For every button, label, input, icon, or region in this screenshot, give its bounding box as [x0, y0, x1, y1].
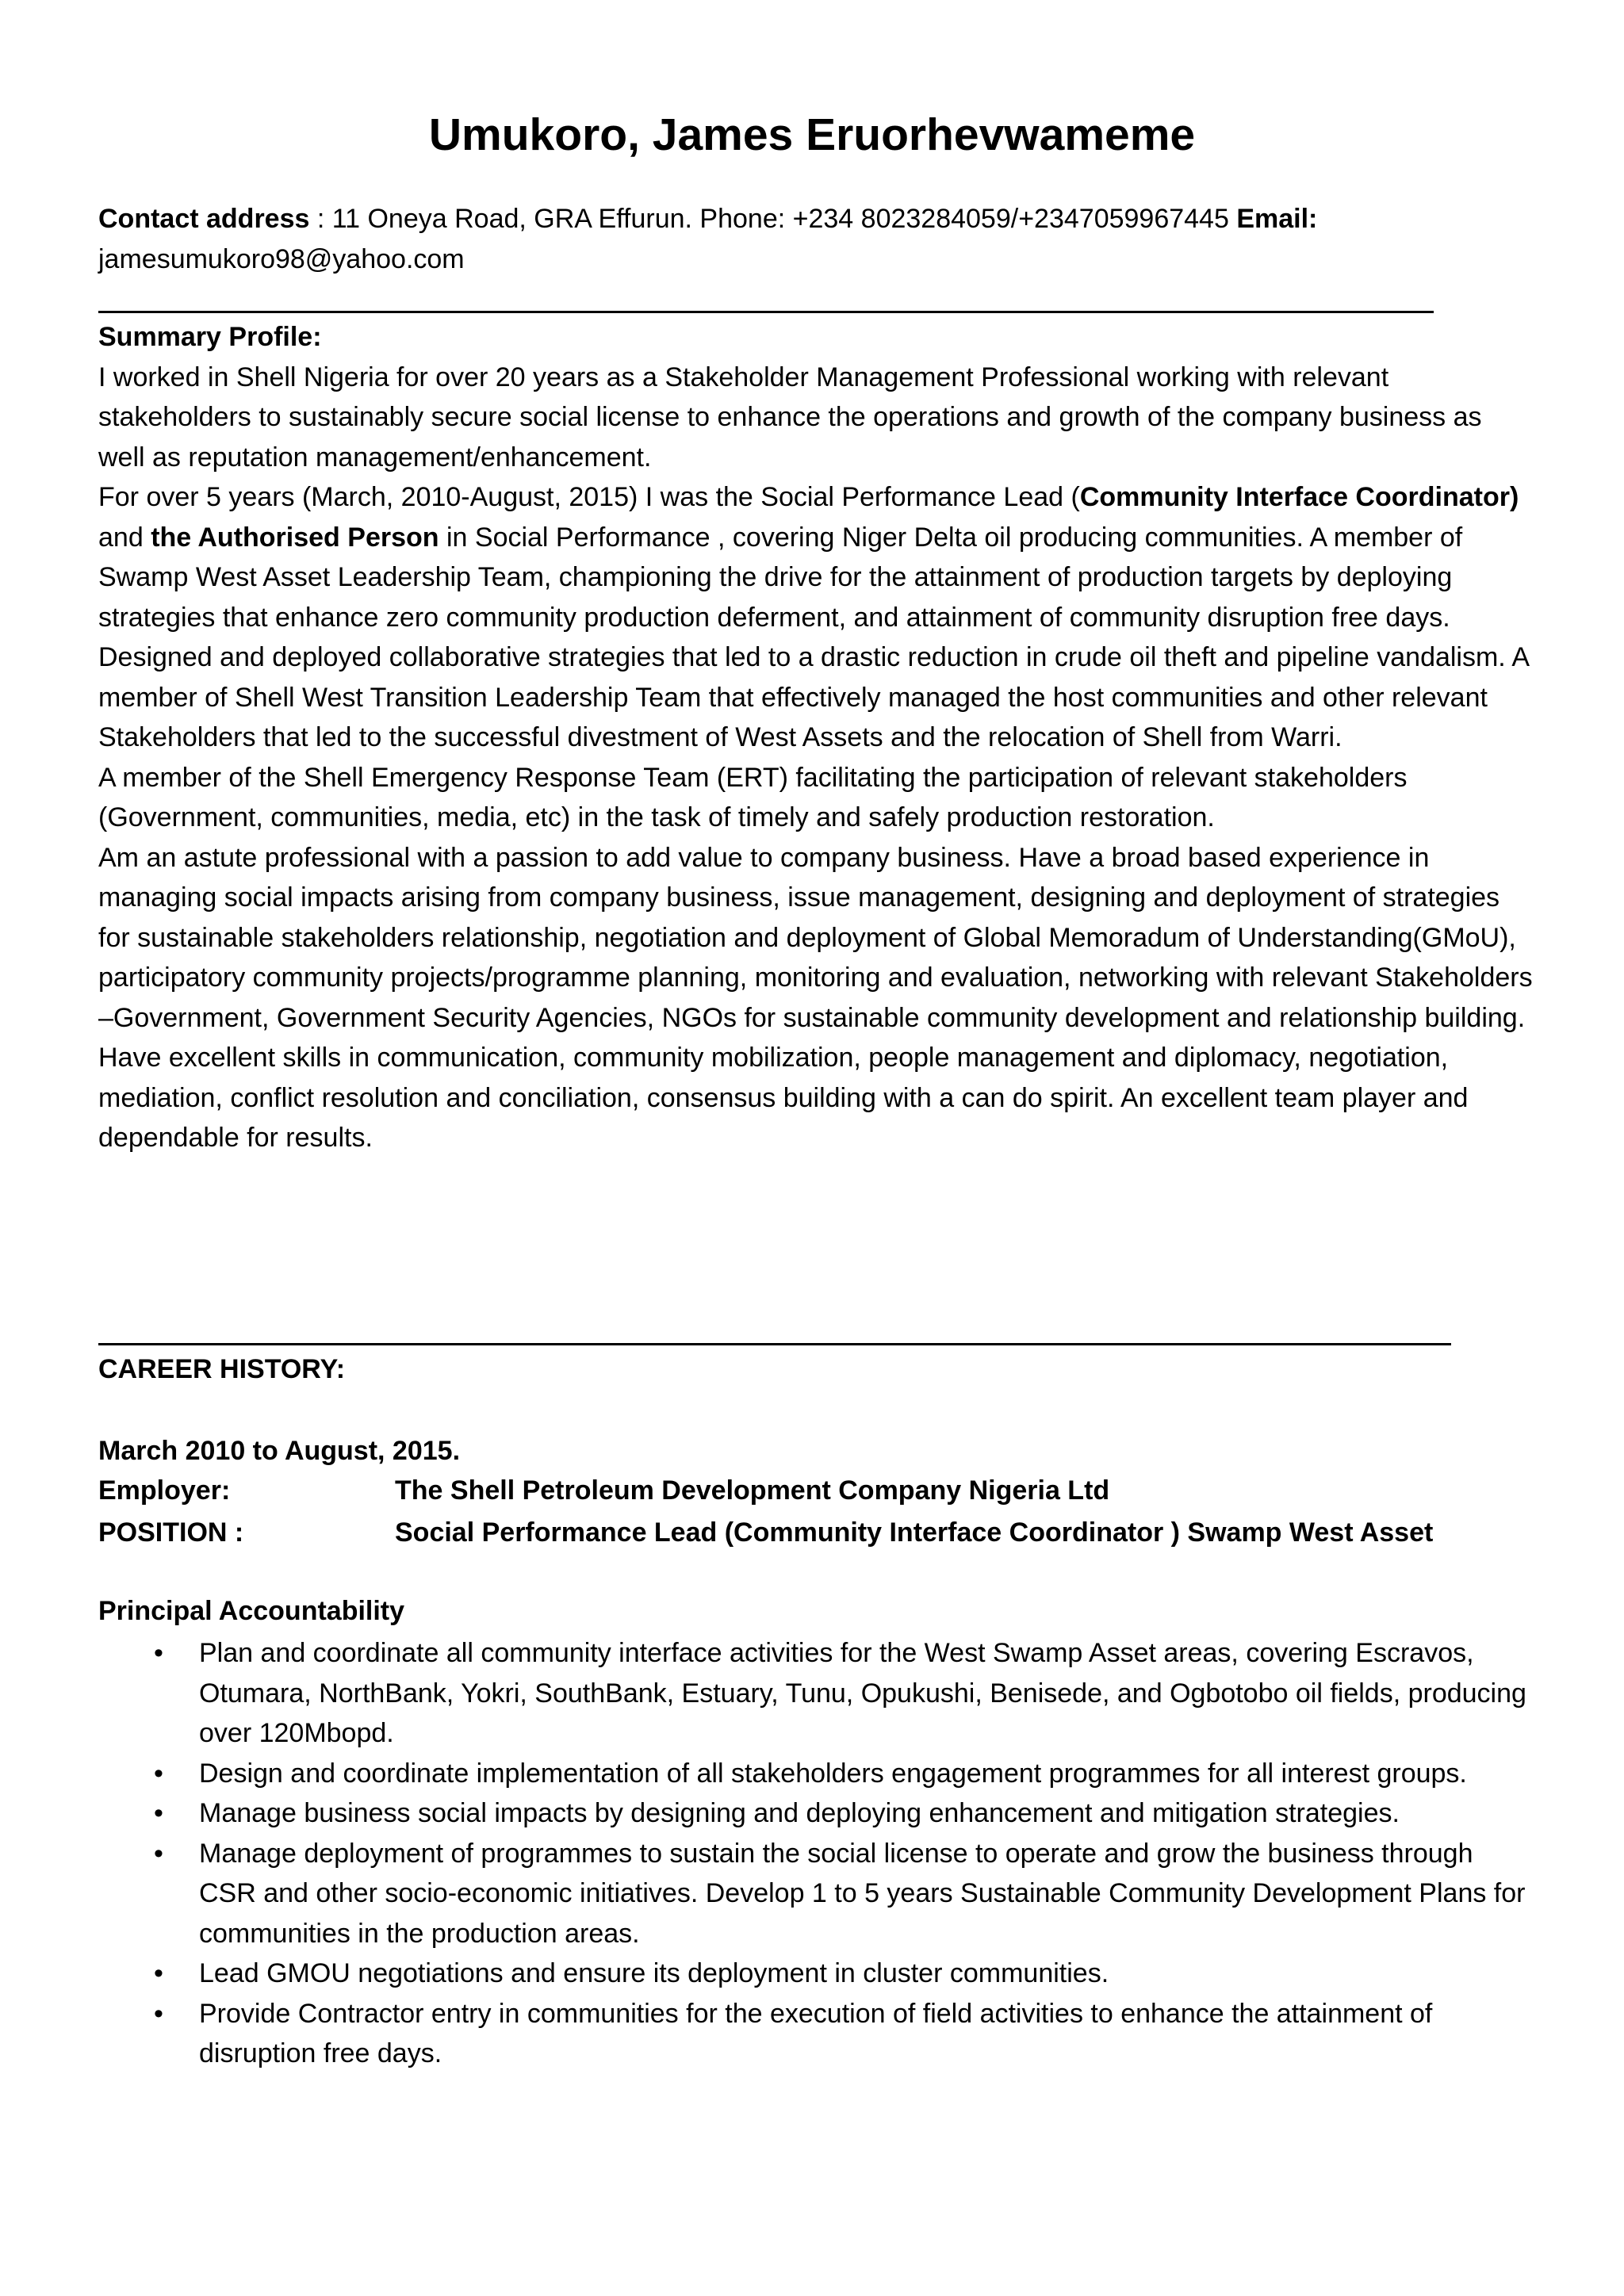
summary-paragraph-2 — [98, 477, 1534, 758]
duty-text: Manage business social impacts by designing and deploying enhancement and mitigation strategies. — [199, 1798, 1400, 1828]
job-dates: March 2010 to August, 2015. — [98, 1436, 461, 1466]
bullet-icon: • — [154, 1798, 163, 1828]
position-label: POSITION : — [98, 1517, 244, 1548]
summary-paragraph-2-text-b: and — [98, 522, 151, 553]
bullet-icon: • — [154, 1758, 163, 1789]
employer-row — [98, 1471, 1109, 1510]
duty-text: Plan and coordinate all community interface activities for the West Swamp Asset areas, covering Escravos, Otumara, NorthBank, Yokri, SouthBank, Estuary, Tunu, Opukushi, Benisede, and Ogbotobo oil fields, producing over 120Mbopd. — [199, 1638, 1526, 1748]
summary-paragraph-1: I worked in Shell Nigeria for over 20 years as a Stakeholder Management Professional working with relevant stakeholders to sustainably secure social license to enhance the operations and growth of the company business as well as reputation management/enhancement. — [98, 362, 1482, 473]
email-label: Email: — [1236, 204, 1318, 234]
duty-text: Design and coordinate implementation of all stakeholders engagement programmes for all interest groups. — [199, 1758, 1467, 1789]
email-value: jamesumukoro98@yahoo.com — [98, 243, 465, 274]
divider-line — [98, 311, 1434, 313]
list-item — [98, 1633, 1534, 1754]
employer-label: Employer: — [98, 1475, 231, 1506]
list-item — [98, 1994, 1534, 2074]
summary-heading: Summary Profile: — [98, 322, 322, 352]
list-item — [98, 1954, 1534, 1994]
employer-value: The Shell Petroleum Development Company Nigeria Ltd — [395, 1475, 1110, 1506]
summary-paragraph-2-text-c: in Social Performance , covering Niger Delta oil producing communities. A member of Swamp West Asset Leadership Team, championing the drive for the attainment of production targets by deploying strategies that enhance zero community production deferment, and attainment of community disruption free days. Designed and deployed collaborative strategies that led to a drastic reduction in crude oil theft and pipeline vandalism. A member of Shell West Transition Leadership Team that effectively managed the host communities and other relevant Stakeholders that led to the successful divestment of West Assets and the relocation of Shell from Warri. — [98, 522, 1529, 752]
bullet-icon: • — [154, 1638, 163, 1668]
duty-text: Manage deployment of programmes to sustain the social license to operate and grow the business through CSR and other socio-economic initiatives. Develop 1 to 5 years Sustainable Community Development Plans for communities in the production areas. — [199, 1838, 1526, 1949]
list-item — [98, 1754, 1534, 1794]
contact-block — [98, 199, 1534, 279]
list-item — [98, 1793, 1534, 1834]
summary-paragraph-2-text-a: For over 5 years (March, 2010-August, 2015) I was the Social Performance Lead ( — [98, 482, 1080, 512]
position-row — [98, 1513, 1433, 1552]
summary-paragraph-2-bold-b: the Authorised Person — [151, 522, 439, 553]
summary-paragraph-5: Have excellent skills in communication, community mobilization, people management and diplomacy, negotiation, mediation, conflict resolution and conciliation, consensus building with a can do spirit. An excellent team player and dependable for results. — [98, 1043, 1469, 1153]
bullet-icon: • — [154, 1838, 163, 1869]
contact-address-value: : 11 Oneya Road, GRA Effurun. Phone: +234 8023284059/+2347059967445 — [309, 204, 1237, 234]
duty-text: Provide Contractor entry in communities for the execution of field activities to enhance the attainment of disruption free days. — [199, 1998, 1433, 2068]
summary-paragraph-3: A member of the Shell Emergency Response Team (ERT) facilitating the participation of relevant stakeholders (Government, communities, media, etc) in the task of timely and safely production restoration. — [98, 762, 1408, 832]
career-history-heading: CAREER HISTORY: — [98, 1354, 346, 1384]
contact-address-label: Contact address — [98, 204, 310, 234]
duties-list — [98, 1633, 1534, 2074]
bullet-icon: • — [154, 1958, 163, 1988]
summary-paragraph-4: Am an astute professional with a passion to add value to company business. Have a broad based experience in managing social impacts arising from company business, issue management, designing and deployment of strategies for sustainable stakeholders relationship, negotiation and deployment of Global Memoradum of Understanding(GMoU), participatory community projects/programme planning, monitoring and evaluation, networking with relevant Stakeholders –Government, Government Security Agencies, NGOs for sustainable community development and relationship building. — [98, 842, 1533, 1033]
summary-section — [98, 317, 1534, 1158]
bullet-icon: • — [154, 1998, 163, 2029]
principal-accountability-heading: Principal Accountability — [98, 1596, 405, 1626]
position-value: Social Performance Lead (Community Interface Coordinator ) Swamp West Asset — [395, 1517, 1434, 1548]
duty-text: Lead GMOU negotiations and ensure its deployment in cluster communities. — [199, 1958, 1109, 1988]
divider-line — [98, 1343, 1451, 1345]
list-item — [98, 1834, 1534, 1954]
candidate-name: Umukoro, James Eruorhevwameme — [428, 109, 1196, 160]
summary-paragraph-2-bold-a: Community Interface Coordinator) — [1079, 482, 1519, 512]
